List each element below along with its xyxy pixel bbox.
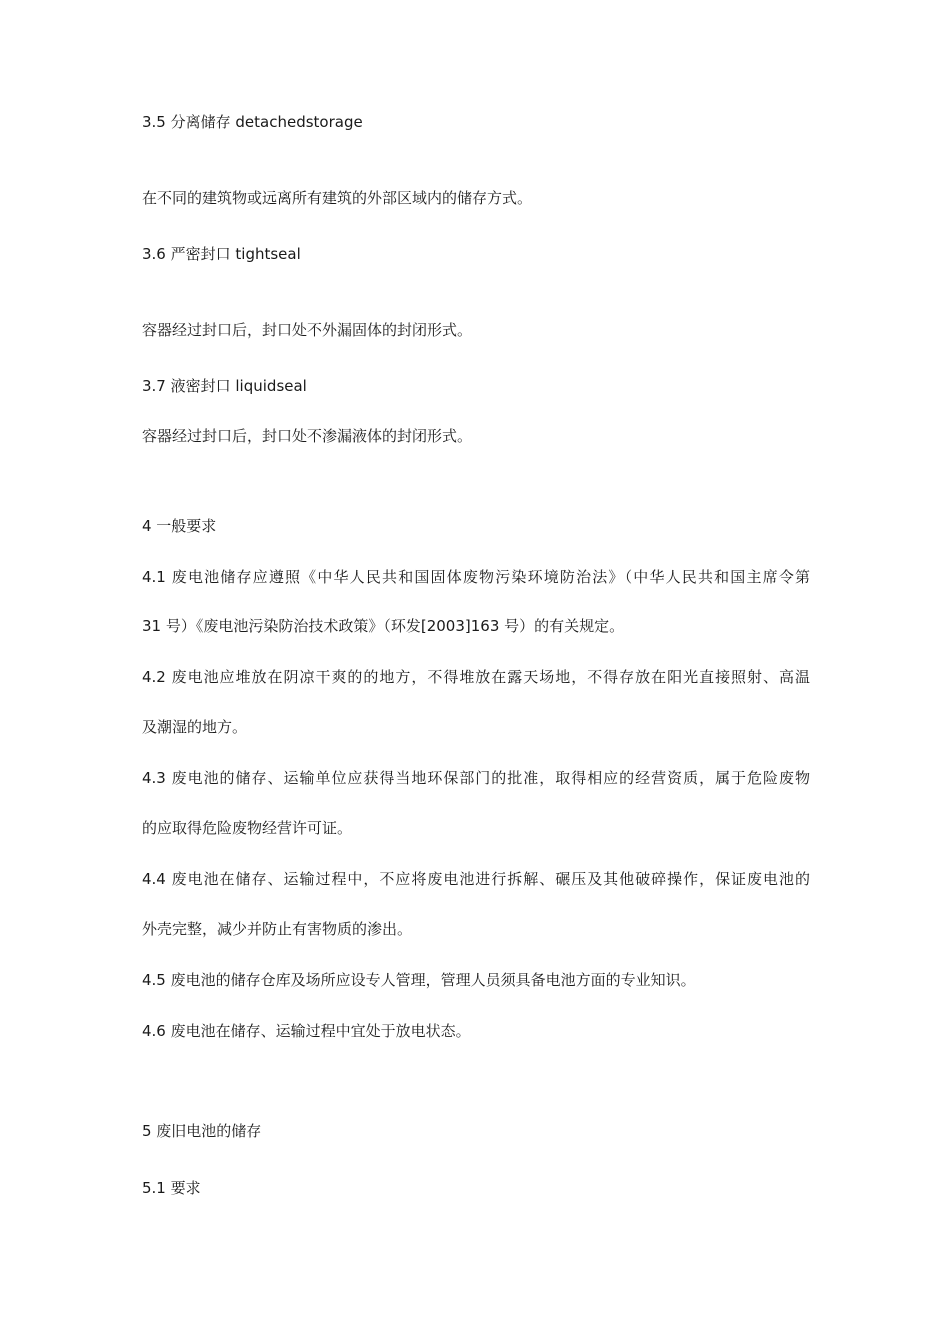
- clause-3-7-definition: 容器经过封口后，封口处不渗漏液体的封闭形式。: [142, 427, 473, 445]
- clause-5-1-heading: 5.1 要求: [142, 1179, 201, 1197]
- clause-4-3-line-1: 4.3 废电池的储存、运输单位应获得当地环保部门的批准，取得相应的经营资质，属于危险废物: [142, 769, 810, 787]
- clause-3-5-definition: 在不同的建筑物或远离所有建筑的外部区域内的储存方式。: [142, 189, 533, 207]
- clause-4-6: 4.6 废电池在储存、运输过程中宜处于放电状态。: [142, 1022, 471, 1040]
- clause-3-6-definition: 容器经过封口后，封口处不外漏固体的封闭形式。: [142, 321, 473, 339]
- clause-4-5: 4.5 废电池的储存仓库及场所应设专人管理，管理人员须具备电池方面的专业知识。: [142, 971, 696, 989]
- clause-4-4-line-1: 4.4 废电池在储存、运输过程中，不应将废电池进行拆解、碾压及其他破碎操作，保证废电池的: [142, 870, 810, 888]
- clause-4-1-line-1: 4.1 废电池储存应遵照《中华人民共和国固体废物污染环境防治法》（中华人民共和国主席令第: [142, 568, 810, 586]
- clause-4-2-line-1: 4.2 废电池应堆放在阴凉干爽的的地方，不得堆放在露天场地，不得存放在阳光直接照射、高温: [142, 668, 810, 686]
- section-4-heading: 4 一般要求: [142, 517, 217, 535]
- clause-4-4-line-2: 外壳完整，减少并防止有害物质的渗出。: [142, 920, 413, 938]
- clause-4-3-line-2: 的应取得危险废物经营许可证。: [142, 819, 353, 837]
- section-5-heading: 5 废旧电池的储存: [142, 1122, 262, 1140]
- clause-4-1-line-2: 31 号）《废电池污染防治技术政策》（环发[2003]163 号）的有关规定。: [142, 617, 625, 635]
- clause-3-6-heading: 3.6 严密封口 tightseal: [142, 245, 301, 263]
- clause-3-7-heading: 3.7 液密封口 liquidseal: [142, 377, 307, 395]
- clause-4-2-line-2: 及潮湿的地方。: [142, 718, 248, 736]
- clause-3-5-heading: 3.5 分离储存 detachedstorage: [142, 113, 363, 131]
